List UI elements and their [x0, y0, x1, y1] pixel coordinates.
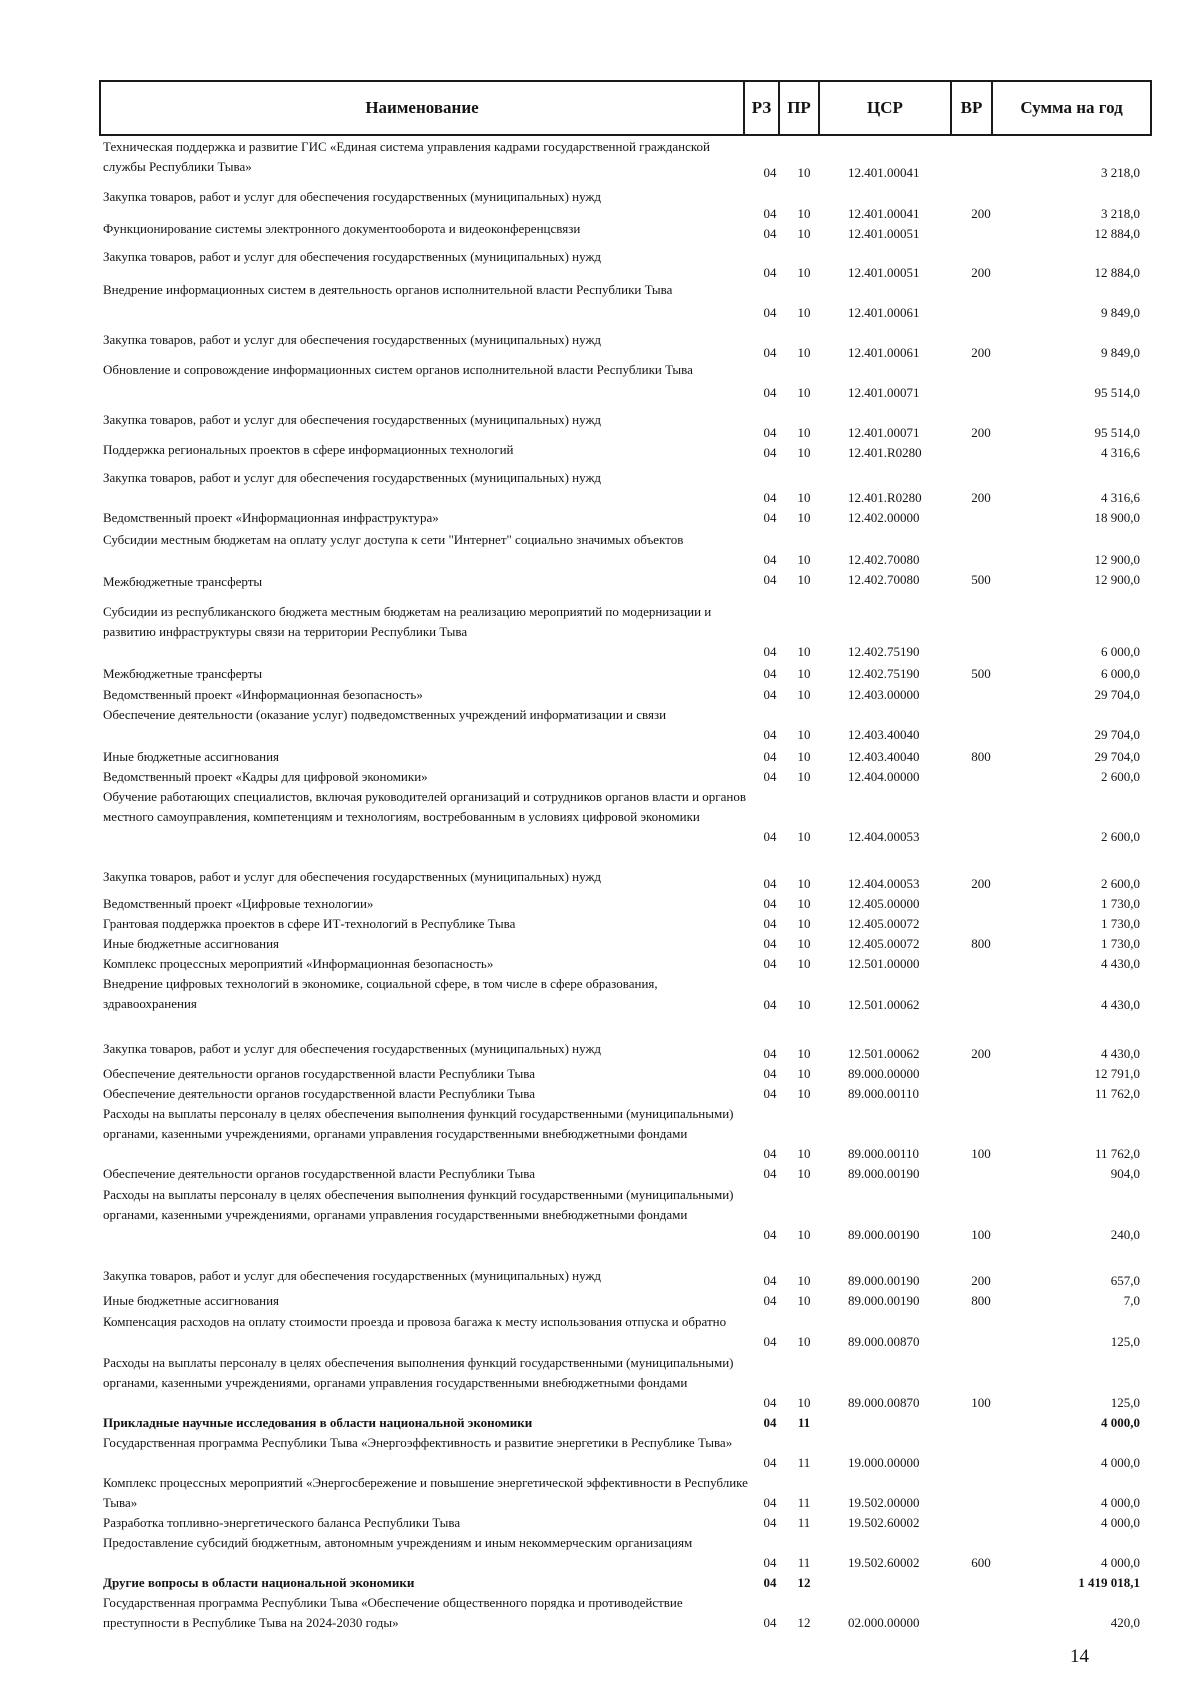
row-name: Другие вопросы в области национальной экономики — [103, 1575, 415, 1590]
row-name: Иные бюджетные ассигнования — [103, 749, 280, 764]
row-vr: 800 — [971, 749, 991, 764]
row-pr: 11 — [797, 1495, 811, 1510]
row-rz: 04 — [763, 1615, 777, 1630]
row-rz: 04 — [763, 425, 777, 440]
row-name: Межбюджетные трансферты — [103, 666, 263, 681]
row-pr: 12 — [797, 1615, 811, 1630]
row-pr: 10 — [797, 1395, 811, 1410]
row-csr: 12.401.00061 — [848, 305, 920, 320]
row-sum: 4 000,0 — [1101, 1455, 1140, 1470]
row-csr: 12.401.00051 — [848, 265, 920, 280]
row-pr: 10 — [797, 1227, 811, 1242]
row-name: Расходы на выплаты персоналу в целях обеспечения выполнения функций государственными (муниципальными) органами, казенными учреждениями, органами управления государственными внебюджетными фондами — [103, 1106, 734, 1141]
row-csr: 89.000.00190 — [848, 1227, 920, 1242]
row-vr: 800 — [971, 1293, 991, 1308]
row-rz: 04 — [763, 749, 777, 764]
row-csr: 12.403.40040 — [848, 749, 920, 764]
row-csr: 12.401.00061 — [848, 345, 920, 360]
row-name: Комплекс процессных мероприятий «Энергосбережение и повышение энергетической эффективности в Республике Тыва» — [103, 1475, 748, 1510]
row-sum: 1 730,0 — [1101, 936, 1140, 951]
header-name: Наименование — [365, 98, 479, 117]
row-csr: 12.401.R0280 — [848, 445, 922, 460]
row-sum: 12 900,0 — [1094, 552, 1140, 567]
row-rz: 04 — [763, 385, 777, 400]
row-sum: 7,0 — [1123, 1293, 1140, 1308]
row-name: Прикладные научные исследования в области национальной экономики — [103, 1415, 533, 1430]
row-csr: 12.403.40040 — [848, 727, 920, 742]
row-pr: 10 — [797, 206, 811, 221]
row-name: Обеспечение деятельности (оказание услуг) подведомственных учреждений информатизации и связи — [103, 707, 667, 722]
row-sum: 9 849,0 — [1101, 305, 1140, 320]
row-csr: 12.404.00053 — [848, 829, 920, 844]
row-csr: 12.405.00000 — [848, 896, 920, 911]
row-rz: 04 — [763, 997, 777, 1012]
row-name: Ведомственный проект «Информационная безопасность» — [103, 687, 423, 702]
row-sum: 2 600,0 — [1101, 829, 1140, 844]
row-sum: 6 000,0 — [1101, 644, 1140, 659]
row-csr: 12.402.75190 — [848, 666, 920, 681]
row-pr: 10 — [797, 445, 811, 460]
row-csr: 89.000.00190 — [848, 1273, 920, 1288]
row-rz: 04 — [763, 490, 777, 505]
row-pr: 10 — [797, 305, 811, 320]
row-sum: 12 900,0 — [1094, 572, 1140, 587]
row-sum: 12 884,0 — [1094, 265, 1140, 280]
row-vr: 200 — [971, 876, 991, 891]
row-sum: 11 762,0 — [1094, 1086, 1140, 1101]
row-rz: 04 — [763, 687, 777, 702]
row-vr: 200 — [971, 265, 991, 280]
row-pr: 11 — [797, 1415, 811, 1430]
row-rz: 04 — [763, 165, 777, 180]
row-name: Иные бюджетные ассигнования — [103, 936, 280, 951]
row-sum: 4 316,6 — [1101, 490, 1140, 505]
row-sum: 95 514,0 — [1094, 385, 1140, 400]
row-csr: 19.502.60002 — [848, 1555, 920, 1570]
row-pr: 10 — [797, 769, 811, 784]
row-rz: 04 — [763, 896, 777, 911]
row-sum: 4 000,0 — [1101, 1495, 1140, 1510]
row-rz: 04 — [763, 1575, 777, 1590]
row-rz: 04 — [763, 1515, 777, 1530]
row-rz: 04 — [763, 1495, 777, 1510]
row-sum: 4 430,0 — [1101, 997, 1140, 1012]
row-rz: 04 — [763, 1455, 777, 1470]
row-name: Компенсация расходов на оплату стоимости проезда и провоза багажа к месту использования отпуска и обратно — [103, 1314, 727, 1329]
header-vr: ВР — [950, 82, 991, 134]
row-vr: 500 — [971, 572, 991, 587]
row-pr: 10 — [797, 1334, 811, 1349]
row-vr: 600 — [971, 1555, 991, 1570]
row-pr: 10 — [797, 1146, 811, 1161]
row-csr: 89.000.00110 — [848, 1086, 920, 1101]
row-name: Поддержка региональных проектов в сфере информационных технологий — [103, 442, 514, 457]
row-vr: 200 — [971, 490, 991, 505]
row-name: Субсидии местным бюджетам на оплату услуг доступа к сети "Интернет" социально значимых объектов — [103, 532, 684, 547]
row-vr: 800 — [971, 936, 991, 951]
row-vr: 100 — [971, 1146, 991, 1161]
row-pr: 10 — [797, 552, 811, 567]
row-sum: 29 704,0 — [1094, 687, 1140, 702]
row-rz: 04 — [763, 226, 777, 241]
row-pr: 10 — [797, 936, 811, 951]
row-sum: 240,0 — [1110, 1227, 1140, 1242]
row-pr: 11 — [797, 1555, 811, 1570]
page-number: 14 — [1070, 1646, 1089, 1667]
row-rz: 04 — [763, 206, 777, 221]
row-rz: 04 — [763, 1415, 777, 1430]
row-pr: 10 — [797, 265, 811, 280]
row-name: Закупка товаров, работ и услуг для обеспечения государственных (муниципальных) нужд — [103, 249, 602, 264]
row-rz: 04 — [763, 916, 777, 931]
row-rz: 04 — [763, 1395, 777, 1410]
row-sum: 12 791,0 — [1094, 1066, 1140, 1081]
row-sum: 2 600,0 — [1101, 876, 1140, 891]
row-csr: 12.404.00000 — [848, 769, 920, 784]
row-sum: 2 600,0 — [1101, 769, 1140, 784]
row-name: Предоставление субсидий бюджетным, автономным учреждениям и иным некоммерческим организациям — [103, 1535, 693, 1550]
row-name: Расходы на выплаты персоналу в целях обеспечения выполнения функций государственными (муниципальными) органами, казенными учреждениями, органами управления государственными внебюджетными фондами — [103, 1355, 734, 1390]
row-rz: 04 — [763, 1066, 777, 1081]
row-sum: 9 849,0 — [1101, 345, 1140, 360]
row-rz: 04 — [763, 666, 777, 681]
row-pr: 10 — [797, 876, 811, 891]
row-rz: 04 — [763, 305, 777, 320]
row-pr: 10 — [797, 916, 811, 931]
row-pr: 10 — [797, 727, 811, 742]
row-pr: 10 — [797, 345, 811, 360]
row-sum: 4 000,0 — [1101, 1555, 1140, 1570]
row-csr: 12.403.00000 — [848, 687, 920, 702]
row-csr: 12.401.00041 — [848, 165, 920, 180]
row-pr: 10 — [797, 1046, 811, 1061]
row-rz: 04 — [763, 956, 777, 971]
row-rz: 04 — [763, 265, 777, 280]
row-pr: 10 — [797, 490, 811, 505]
row-name: Ведомственный проект «Цифровые технологии» — [103, 896, 374, 911]
row-name: Обновление и сопровождение информационных систем органов исполнительной власти Республики Тыва — [103, 362, 693, 377]
row-name: Комплекс процессных мероприятий «Информационная безопасность» — [103, 956, 494, 971]
row-vr: 200 — [971, 425, 991, 440]
row-vr: 200 — [971, 345, 991, 360]
row-rz: 04 — [763, 445, 777, 460]
row-vr: 100 — [971, 1395, 991, 1410]
row-csr: 02.000.00000 — [848, 1615, 920, 1630]
row-rz: 04 — [763, 1166, 777, 1181]
row-pr: 10 — [797, 572, 811, 587]
row-csr: 89.000.00000 — [848, 1066, 920, 1081]
row-sum: 11 762,0 — [1094, 1146, 1140, 1161]
row-csr: 12.401.00051 — [848, 226, 920, 241]
row-pr: 11 — [797, 1455, 811, 1470]
row-rz: 04 — [763, 345, 777, 360]
row-sum: 420,0 — [1110, 1615, 1140, 1630]
row-name: Внедрение цифровых технологий в экономике, социальной сфере, в том числе в сфере образования, здравоохранения — [103, 976, 658, 1011]
row-csr: 12.501.00062 — [848, 1046, 920, 1061]
row-name: Иные бюджетные ассигнования — [103, 1293, 280, 1308]
row-pr: 10 — [797, 997, 811, 1012]
row-pr: 10 — [797, 1086, 811, 1101]
row-pr: 10 — [797, 1293, 811, 1308]
row-pr: 10 — [797, 510, 811, 525]
row-pr: 10 — [797, 829, 811, 844]
row-csr: 12.401.00071 — [848, 385, 920, 400]
row-pr: 10 — [797, 896, 811, 911]
header-csr: ЦСР — [818, 82, 950, 134]
row-sum: 95 514,0 — [1094, 425, 1140, 440]
row-vr: 200 — [971, 1046, 991, 1061]
row-csr: 89.000.00870 — [848, 1334, 920, 1349]
row-rz: 04 — [763, 1146, 777, 1161]
row-sum: 29 704,0 — [1094, 749, 1140, 764]
row-sum: 125,0 — [1110, 1334, 1140, 1349]
row-name: Разработка топливно-энергетического баланса Республики Тыва — [103, 1515, 461, 1530]
row-sum: 1 419 018,1 — [1078, 1575, 1140, 1590]
row-csr: 19.502.60002 — [848, 1515, 920, 1530]
row-name: Ведомственный проект «Информационная инфраструктура» — [103, 510, 439, 525]
row-sum: 4 430,0 — [1101, 956, 1140, 971]
row-vr: 200 — [971, 206, 991, 221]
row-rz: 04 — [763, 829, 777, 844]
row-name: Закупка товаров, работ и услуг для обеспечения государственных (муниципальных) нужд — [103, 470, 602, 485]
row-pr: 10 — [797, 425, 811, 440]
row-name: Обеспечение деятельности органов государственной власти Республики Тыва — [103, 1066, 535, 1081]
row-name: Закупка товаров, работ и услуг для обеспечения государственных (муниципальных) нужд — [103, 1041, 602, 1056]
row-rz: 04 — [763, 1293, 777, 1308]
row-vr: 100 — [971, 1227, 991, 1242]
row-name: Государственная программа Республики Тыва «Обеспечение общественного порядка и противодействие преступности в Республике Тыва на 2024-2030 годы» — [103, 1595, 683, 1630]
header-sum: Сумма на год — [991, 82, 1150, 134]
row-pr: 12 — [797, 1575, 811, 1590]
row-sum: 6 000,0 — [1101, 666, 1140, 681]
row-pr: 10 — [797, 1273, 811, 1288]
row-csr: 12.401.00041 — [848, 206, 920, 221]
row-name: Закупка товаров, работ и услуг для обеспечения государственных (муниципальных) нужд — [103, 412, 602, 427]
row-rz: 04 — [763, 1555, 777, 1570]
row-csr: 89.000.00190 — [848, 1166, 920, 1181]
row-name: Закупка товаров, работ и услуг для обеспечения государственных (муниципальных) нужд — [103, 189, 602, 204]
row-pr: 10 — [797, 165, 811, 180]
row-pr: 10 — [797, 956, 811, 971]
row-name: Расходы на выплаты персоналу в целях обеспечения выполнения функций государственными (муниципальными) органами, казенными учреждениями, органами управления государственными внебюджетными фондами — [103, 1187, 734, 1222]
row-csr: 19.000.00000 — [848, 1455, 920, 1470]
row-sum: 12 884,0 — [1094, 226, 1140, 241]
row-pr: 10 — [797, 687, 811, 702]
row-csr: 12.402.75190 — [848, 644, 920, 659]
row-name: Ведомственный проект «Кадры для цифровой экономики» — [103, 769, 428, 784]
header-pr: ПР — [778, 82, 818, 134]
row-pr: 10 — [797, 666, 811, 681]
row-sum: 1 730,0 — [1101, 916, 1140, 931]
row-rz: 04 — [763, 1334, 777, 1349]
row-pr: 10 — [797, 1066, 811, 1081]
row-csr: 89.000.00190 — [848, 1293, 920, 1308]
row-name: Внедрение информационных систем в деятельность органов исполнительной власти Республики Тыва — [103, 282, 673, 297]
row-pr: 10 — [797, 749, 811, 764]
row-rz: 04 — [763, 552, 777, 567]
row-csr: 19.502.00000 — [848, 1495, 920, 1510]
row-csr: 12.402.70080 — [848, 572, 920, 587]
row-csr: 12.405.00072 — [848, 936, 920, 951]
row-sum: 3 218,0 — [1101, 165, 1140, 180]
row-pr: 10 — [797, 644, 811, 659]
row-csr: 12.501.00000 — [848, 956, 920, 971]
row-csr: 89.000.00870 — [848, 1395, 920, 1410]
row-sum: 4 316,6 — [1101, 445, 1140, 460]
row-rz: 04 — [763, 1046, 777, 1061]
row-name: Техническая поддержка и развитие ГИС «Единая система управления кадрами государственной гражданской службы Республики Тыва» — [103, 139, 710, 174]
row-csr: 12.401.00071 — [848, 425, 920, 440]
row-name: Функционирование системы электронного документооборота и видеоконференцсвязи — [103, 221, 581, 236]
row-name: Обеспечение деятельности органов государственной власти Республики Тыва — [103, 1166, 535, 1181]
row-sum: 4 430,0 — [1101, 1046, 1140, 1061]
row-sum: 29 704,0 — [1094, 727, 1140, 742]
row-sum: 18 900,0 — [1094, 510, 1140, 525]
header-rz: РЗ — [743, 82, 778, 134]
row-rz: 04 — [763, 769, 777, 784]
row-sum: 4 000,0 — [1101, 1515, 1140, 1530]
row-rz: 04 — [763, 936, 777, 951]
row-name: Обучение работающих специалистов, включая руководителей организаций и сотрудников органов власти и органов местного самоуправления, компетенциям и технологиям, востребованным в условиях цифровой экономики — [103, 789, 747, 824]
row-pr: 11 — [797, 1515, 811, 1530]
row-name: Государственная программа Республики Тыва «Энергоэффективность и развитие энергетики в Республике Тыва» — [103, 1435, 733, 1450]
row-pr: 10 — [797, 385, 811, 400]
row-rz: 04 — [763, 876, 777, 891]
row-sum: 657,0 — [1110, 1273, 1140, 1288]
row-name: Межбюджетные трансферты — [103, 574, 263, 589]
row-sum: 125,0 — [1110, 1395, 1140, 1410]
row-csr: 12.402.70080 — [848, 552, 920, 567]
row-name: Закупка товаров, работ и услуг для обеспечения государственных (муниципальных) нужд — [103, 869, 602, 884]
row-rz: 04 — [763, 1086, 777, 1101]
row-sum: 904,0 — [1110, 1166, 1140, 1181]
row-rz: 04 — [763, 572, 777, 587]
row-csr: 12.402.00000 — [848, 510, 920, 525]
row-csr: 12.401.R0280 — [848, 490, 922, 505]
row-name: Грантовая поддержка проектов в сфере ИТ-технологий в Республике Тыва — [103, 916, 516, 931]
row-rz: 04 — [763, 510, 777, 525]
row-vr: 500 — [971, 666, 991, 681]
row-pr: 10 — [797, 226, 811, 241]
row-pr: 10 — [797, 1166, 811, 1181]
row-sum: 4 000,0 — [1101, 1415, 1140, 1430]
row-name: Обеспечение деятельности органов государственной власти Республики Тыва — [103, 1086, 535, 1101]
row-csr: 12.404.00053 — [848, 876, 920, 891]
row-csr: 89.000.00110 — [848, 1146, 920, 1161]
row-name: Закупка товаров, работ и услуг для обеспечения государственных (муниципальных) нужд — [103, 332, 602, 347]
row-csr: 12.501.00062 — [848, 997, 920, 1012]
row-rz: 04 — [763, 1227, 777, 1242]
row-sum: 3 218,0 — [1101, 206, 1140, 221]
row-rz: 04 — [763, 644, 777, 659]
row-vr: 200 — [971, 1273, 991, 1288]
row-sum: 1 730,0 — [1101, 896, 1140, 911]
row-name: Субсидии из республиканского бюджета местным бюджетам на реализацию мероприятий по модернизации и развитию инфраструктуры связи на территории Республики Тыва — [103, 604, 712, 639]
row-rz: 04 — [763, 1273, 777, 1288]
row-name: Закупка товаров, работ и услуг для обеспечения государственных (муниципальных) нужд — [103, 1268, 602, 1283]
row-csr: 12.405.00072 — [848, 916, 920, 931]
row-rz: 04 — [763, 727, 777, 742]
